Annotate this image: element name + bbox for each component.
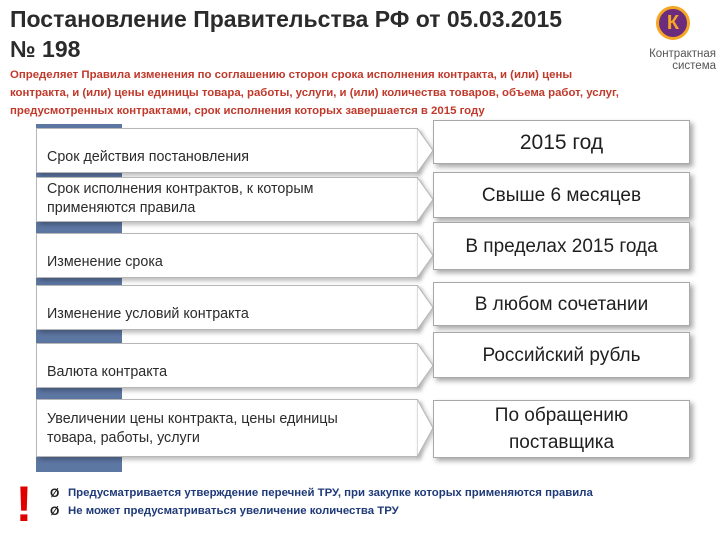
row-label-box (36, 128, 418, 173)
title-line-1: Постановление Правительства РФ от 05.03.2015 (10, 6, 563, 32)
list-item (50, 484, 593, 502)
arrow-right-icon (417, 128, 433, 173)
row-label-box (36, 177, 418, 222)
row-label-box (36, 399, 418, 457)
row-label-box (36, 343, 418, 388)
arrow-right-icon (417, 177, 433, 222)
row-label: Срок действия постановления (47, 149, 249, 165)
intro-line-1: Определяет Правила изменения по соглашению сторон срока исполнения контракта, и (или) цены (10, 69, 573, 81)
row-value-box (433, 222, 690, 270)
row-value: В пределах 2015 года (465, 235, 658, 257)
note-text: Предусматривается утверждение перечней ТРУ, при закупке которых применяются правила (68, 487, 593, 499)
logo-text-line-2: система (672, 60, 716, 72)
row-value-box (433, 120, 690, 164)
row-value: 2015 год (519, 130, 604, 154)
row-value: Свыше 6 месяцев (481, 184, 642, 206)
intro-line-3: предусмотренных контрактами, срок исполнения которых завершается в 2015 году (10, 105, 485, 117)
note-text: Не может предусматриваться увеличение количества ТРУ (68, 505, 399, 517)
row-label-box (36, 233, 418, 278)
row-label: Изменение условий контракта (47, 306, 249, 322)
intro-line-2: контракта, и (или) цены единицы товара, работы, услуги, и (или) количества товаров, объема работ, услуг, (10, 87, 619, 99)
row-label-box (36, 285, 418, 330)
arrow-right-icon (417, 343, 433, 388)
arrow-bullet-icon: Ø (50, 504, 60, 518)
exclamation-icon: ! (15, 476, 33, 532)
logo-emblem: К (656, 6, 690, 40)
arrow-right-icon (417, 233, 433, 278)
list-item (50, 502, 593, 520)
row-label: Срок исполнения контрактов, к которым (47, 181, 314, 197)
row-label: применяются правила (47, 200, 196, 216)
row-value-box (433, 332, 690, 378)
arrow-right-icon (417, 285, 433, 330)
row-value-box (433, 400, 690, 458)
arrow-bullet-icon: Ø (50, 486, 60, 500)
row-label: Изменение срока (47, 254, 163, 270)
row-label: Валюта контракта (47, 364, 168, 380)
intro-paragraph (10, 66, 714, 120)
row-label: Увеличении цены контракта, цены единицы (47, 411, 338, 427)
row-value: поставщика (508, 432, 615, 453)
title-line-2: № 198 (10, 36, 81, 62)
notes-list (50, 484, 593, 520)
page-title (10, 4, 610, 64)
row-value-box (433, 282, 690, 326)
row-value: В любом сочетании (474, 293, 649, 315)
arrow-right-icon (417, 399, 433, 457)
row-value: Российский рубль (482, 344, 641, 366)
logo-text-line-1: Контрактная (649, 48, 716, 60)
row-value: По обращению (494, 405, 629, 426)
row-value-box (433, 172, 690, 218)
row-label: товара, работы, услуги (47, 430, 200, 446)
